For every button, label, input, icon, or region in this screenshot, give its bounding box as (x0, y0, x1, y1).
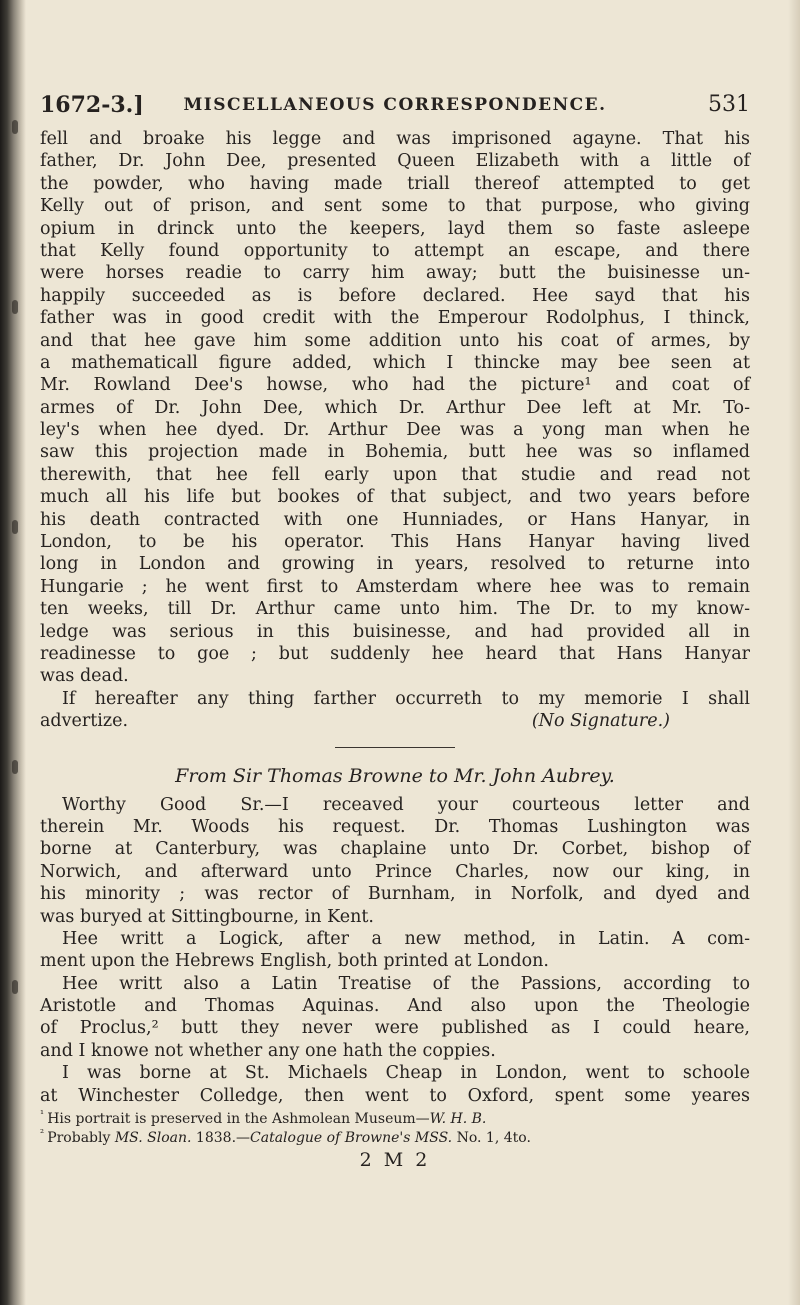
gutter-mark (12, 760, 18, 774)
page-number: 531 (708, 92, 750, 117)
letter-line: therein Mr. Woods his request. Dr. Thomas Lushington was (40, 816, 750, 837)
letter-line: Worthy Good Sr.—I receaved your courteous letter and (62, 794, 750, 815)
text-line: a mathematicall figure added, which I thincke may bee seen at (40, 352, 750, 373)
no-signature-note: (No Signature.) (531, 711, 670, 732)
section-divider (335, 747, 455, 748)
letter-line: Norwich, and afterward unto Prince Charles, now our king, in (40, 861, 750, 882)
paragraph-dee (40, 128, 750, 688)
text-line: happily succeeded as is before declared. Hee sayd that his (40, 285, 750, 306)
letter-line: was buryed at Sittingbourne, in Kent. (40, 906, 374, 927)
text-line: and that hee gave him some addition unto his coat of armes, by (40, 330, 750, 351)
letter-line: I was borne at St. Michaels Cheap in London, went to schoole (62, 1063, 750, 1084)
letter-line: at Winchester Colledge, then went to Oxford, spent some yeares (40, 1085, 750, 1106)
text-line: the powder, who having made triall thereof attempted to get (40, 173, 750, 194)
gutter-mark (12, 120, 18, 134)
letter-heading: From Sir Thomas Browne to Mr. John Aubrey. (175, 764, 615, 787)
text-line: ten weeks, till Dr. Arthur came unto him. The Dr. to my know- (40, 599, 750, 620)
text-line: father was in good credit with the Emperour Rodolphus, I thinck, (40, 308, 750, 329)
text-line: armes of Dr. John Dee, which Dr. Arthur Dee left at Mr. To- (40, 397, 750, 418)
closing-word: advertize. (40, 711, 129, 732)
text-line: long in London and growing in years, resolved to returne into (40, 554, 750, 575)
letter-body (40, 794, 750, 1107)
text-line: father, Dr. John Dee, presented Queen Elizabeth with a little of (40, 151, 750, 172)
letter-line: of Proclus,² butt they never were published as I could heare, (40, 1018, 750, 1039)
text-line: readinesse to goe ; but suddenly hee heard that Hans Hanyar (40, 643, 750, 664)
text-line: that Kelly found opportunity to attempt an escape, and there (40, 240, 750, 261)
letter-line: ment upon the Hebrews English, both printed at London. (40, 951, 549, 972)
text-line: ledge was serious in this buisinesse, and had provided all in (40, 621, 750, 642)
footnotes (40, 1110, 750, 1147)
text-line: Mr. Rowland Dee's howse, who had the picture¹ and coat of (40, 375, 750, 396)
text-line: therewith, that hee fell early upon that studie and read not (40, 464, 750, 485)
text-line: opium in drinck unto the keepers, layd them so faste asleepe (40, 218, 750, 239)
letter-line: Aristotle and Thomas Aquinas. And also upon the Theologie (40, 996, 750, 1017)
text-line: saw this projection made in Bohemia, butt hee was so inflamed (40, 442, 750, 463)
letter-line: borne at Canterbury, was chaplaine unto Dr. Corbet, bishop of (40, 839, 750, 860)
footnote: $^{^2}$ Probably MS. Sloan. 1838.—Catalogue of Browne's MSS. No. 1, 4to. (40, 1127, 531, 1146)
page-edge (788, 0, 800, 1305)
footnote: $^{^1}$ His portrait is preserved in the Ashmolean Museum—W. H. B. (40, 1109, 487, 1128)
gutter-mark (12, 980, 18, 994)
letter-line: Hee writt also a Latin Treatise of the Passions, according to (62, 973, 750, 994)
closing-line (40, 710, 750, 732)
page-body (40, 92, 750, 1171)
header-year: 1672-3.] (40, 92, 144, 118)
text-line: Kelly out of prison, and sent some to that purpose, who giving (40, 196, 750, 217)
text-line: was dead. (40, 666, 129, 687)
letter-line: Hee writt a Logick, after a new method, in Latin. A com- (62, 928, 750, 949)
text-line: If hereafter any thing farther occurreth to my memorie I shall (62, 688, 750, 709)
running-header (40, 92, 750, 124)
text-line: much all his life but bookes of that subject, and two years before (40, 487, 750, 508)
text-line: were horses readie to carry him away; butt the buisinesse un- (40, 263, 750, 284)
text-line: fell and broake his legge and was imprisoned agayne. That his (40, 129, 750, 149)
signature-mark: 2 M 2 (359, 1149, 431, 1172)
letter-line: and I knowe not whether any one hath the coppies. (40, 1040, 496, 1061)
binding-gutter (0, 0, 26, 1305)
text-line: his death contracted with one Hunniades, or Hans Hanyar, in (40, 509, 750, 530)
text-line: London, to be his operator. This Hans Hanyar having lived (40, 532, 750, 553)
gutter-mark (12, 520, 18, 534)
text-line: ley's when hee dyed. Dr. Arthur Dee was a yong man when he (40, 420, 750, 441)
paragraph-advertize (40, 688, 750, 710)
gutter-mark (12, 300, 18, 314)
text-line: Hungarie ; he went first to Amsterdam where hee was to remain (40, 576, 750, 597)
letter-line: his minority ; was rector of Burnham, in Norfolk, and dyed and (40, 884, 750, 905)
header-title: MISCELLANEOUS CORRESPONDENCE. (183, 95, 607, 115)
